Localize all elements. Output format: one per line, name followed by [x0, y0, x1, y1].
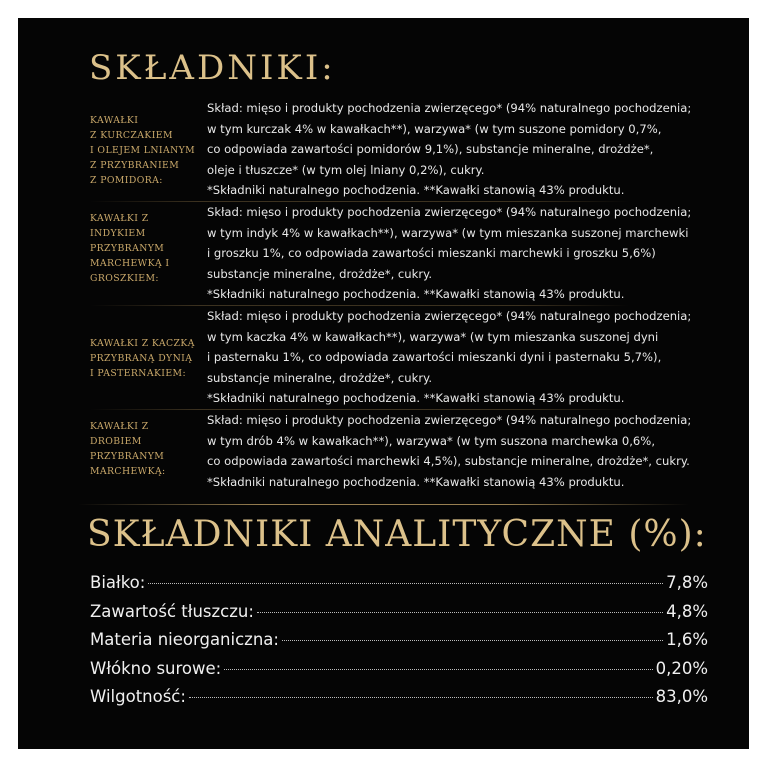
label-line: PRZYBRANĄ DYNIĄ [90, 353, 193, 364]
ingredient-line: Skład: mięso i produkty pochodzenia zwierzęcego* (94% naturalnego pochodzenia; [207, 413, 692, 427]
ingredient-line: *Składniki naturalnego pochodzenia. **Kawałki stanowią 43% produktu. [207, 391, 625, 405]
label-line: PRZYBRANYM [90, 451, 165, 462]
label-line: I OLEJEM LNIANYM [90, 145, 196, 156]
dot-leader [224, 669, 652, 670]
ingredient-line: substancje mineralne, drożdże*, cukry. [207, 370, 433, 385]
ingredient-row-duck [90, 306, 710, 410]
label-line: KAWAŁKI Z DROBIEM [90, 421, 149, 447]
analysis-value: 83,0% [655, 687, 708, 707]
analysis-table [90, 573, 708, 716]
label-line: KAWAŁKI Z INDYKIEM [90, 213, 149, 239]
ingredient-line: w tym kurczak 4% w kawałkach**), warzywa* (w tym suszone pomidory 0,7%, [207, 121, 662, 136]
row-divider [90, 409, 629, 410]
ingredient-line: co odpowiada zawartości pomidorów 9,1%), substancje mineralne, drożdże*, [207, 142, 654, 156]
ingredient-label-duck [90, 306, 207, 410]
label-line: KAWAŁKI [90, 115, 139, 126]
label-line: I PASTERNAKIEM: [90, 368, 187, 379]
ingredient-row-turkey [90, 202, 710, 306]
ingredient-line: Skład: mięso i produkty pochodzenia zwierzęcego* (94% naturalnego pochodzenia; [207, 205, 692, 219]
nutrition-panel [18, 18, 749, 749]
label-line: Z PRZYBRANIEM [90, 160, 180, 171]
ingredient-text-turkey [207, 202, 710, 306]
dot-leader [282, 640, 663, 641]
ingredient-text-duck [207, 306, 710, 410]
label-line: MARCHEWKĄ: [90, 466, 166, 477]
ingredient-row-chicken [90, 98, 710, 202]
ingredient-line: Skład: mięso i produkty pochodzenia zwierzęcego* (94% naturalnego pochodzenia; [207, 101, 692, 115]
row-divider [90, 201, 629, 202]
analysis-value: 4,8% [666, 601, 708, 621]
ingredient-label-turkey [90, 202, 207, 306]
analysis-name: Włókno surowe: [90, 658, 222, 678]
analysis-name: Wilgotność: [90, 687, 186, 707]
ingredient-line: *Składniki naturalnego pochodzenia. **Kawałki stanowią 43% produktu. [207, 183, 625, 197]
label-line: KAWAŁKI Z KACZKĄ [90, 338, 195, 349]
label-line: GROSZKIEM: [90, 273, 159, 284]
label-line: Z KURCZAKIEM [90, 130, 173, 141]
ingredient-row-poultry [90, 410, 710, 494]
ingredient-line: *Składniki naturalnego pochodzenia. **Kawałki stanowią 43% produktu. [207, 474, 625, 489]
ingredient-line: i pasternaku 1%, co odpowiada zawartości mieszanki dyni i pasternaku 5,7%), [207, 350, 662, 364]
ingredient-line: *Składniki naturalnego pochodzenia. **Kawałki stanowią 43% produktu. [207, 287, 625, 301]
analysis-name: Materia nieorganiczna: [90, 630, 279, 650]
ingredient-line: w tym drób 4% w kawałkach**), warzywa* (w tym suszona marchewka 0,6%, [207, 433, 656, 448]
label-line: PRZYBRANYM [90, 243, 165, 254]
analysis-row [90, 687, 708, 716]
analysis-name: Białko: [90, 573, 146, 592]
ingredient-line: w tym kaczka 4% w kawałkach**), warzywa* (w tym mieszanka suszonej dyni [207, 329, 659, 344]
ingredient-line: co odpowiada zawartości marchewki 4,5%), substancje mineralne, drożdże*, cukry. [207, 454, 690, 468]
ingredient-text-poultry [207, 410, 710, 494]
row-divider [90, 305, 629, 306]
analysis-title: SKŁADNIKI ANALITYCZNE (%): [87, 514, 707, 555]
analysis-value: 1,6% [666, 630, 708, 650]
ingredient-line: w tym indyk 4% w kawałkach**), warzywa* (w tym mieszanka suszonej marchewki [207, 225, 689, 240]
ingredients-title: SKŁADNIKI: [89, 48, 336, 88]
analysis-value: 0,20% [655, 658, 708, 678]
analysis-row [90, 602, 708, 631]
label-line: MARCHEWKĄ I [90, 258, 170, 269]
label-line: Z POMIDORA: [90, 175, 163, 186]
analysis-row [90, 573, 708, 602]
dot-leader [148, 583, 663, 584]
analysis-row [90, 630, 708, 659]
ingredient-line: substancje mineralne, drożdże*, cukry. [207, 266, 433, 281]
ingredients-list [90, 98, 710, 494]
analysis-row [90, 659, 708, 688]
section-divider [78, 504, 689, 505]
ingredient-label-poultry [90, 410, 207, 494]
ingredient-label-chicken [90, 98, 207, 202]
analysis-name: Zawartość tłuszczu: [90, 601, 254, 621]
ingredient-line: i groszku 1%, co odpowiada zawartości mieszanki marchewki i groszku 5,6%) [207, 246, 656, 260]
dot-leader [257, 612, 663, 613]
ingredient-line: Skład: mięso i produkty pochodzenia zwierzęcego* (94% naturalnego pochodzenia; [207, 309, 692, 323]
ingredient-line: oleje i tłuszcze* (w tym olej lniany 0,2%), cukry. [207, 162, 485, 177]
dot-leader [189, 697, 653, 698]
ingredient-text-chicken [207, 98, 710, 202]
analysis-value: 7,8% [666, 573, 708, 592]
